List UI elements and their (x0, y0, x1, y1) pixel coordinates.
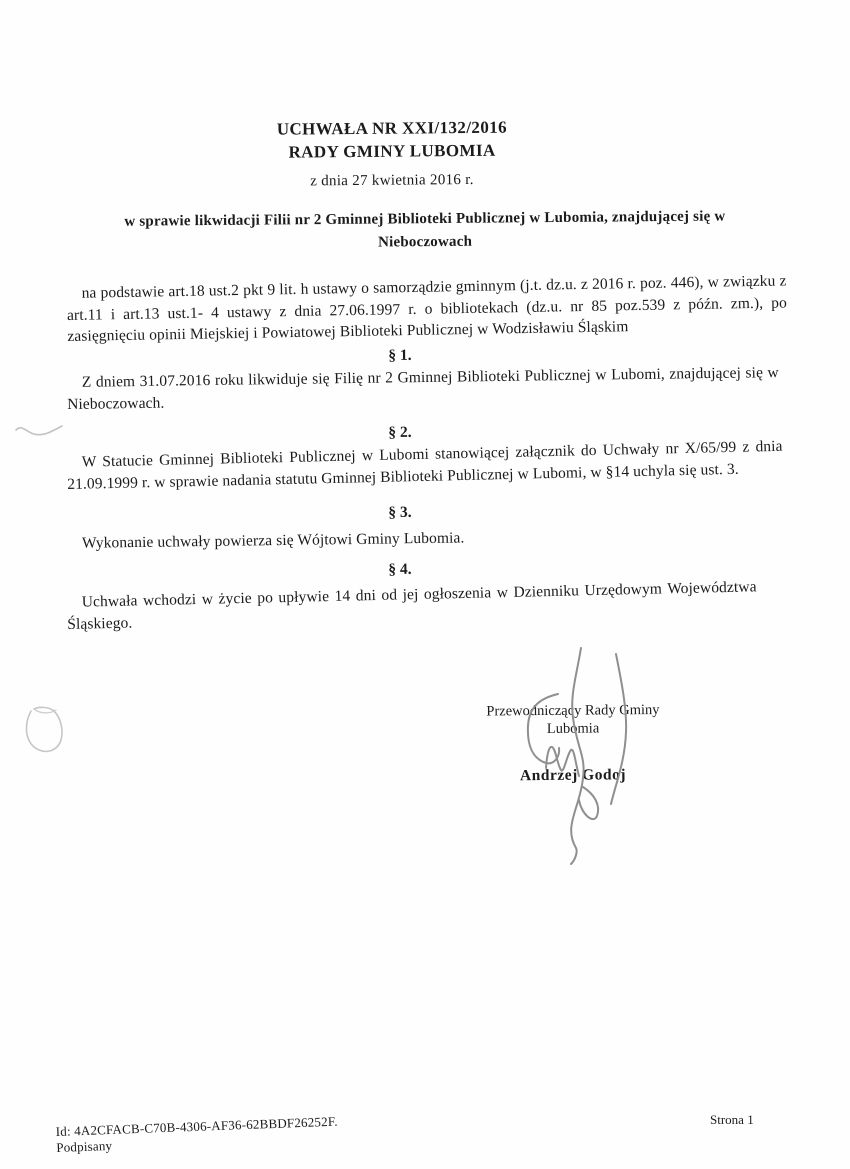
signature-scribble (503, 640, 638, 875)
section-1-paragraph: Z dniem 31.07.2016 roku likwiduje się Filię nr 2 Gminnej Biblioteki Publicznej w Lubomi, znajdującej się w Nieboczowach. (67, 364, 779, 413)
signature-scribble-icon (503, 640, 638, 875)
signature-name: Andrzej Godoj (519, 766, 627, 785)
signature-role-line1: Przewodniczący Rady Gminy (486, 701, 660, 720)
page-number: Strona 1 (710, 1112, 754, 1127)
signature-role-line2: Lubomia (546, 720, 600, 737)
document-date: z dnia 27 kwietnia 2016 r. (310, 171, 474, 190)
scan-mark-squiggle (14, 418, 64, 446)
section-1-header: § 1. (388, 346, 412, 365)
legal-basis-paragraph: na podstawie art.18 ust.2 pkt 9 lit. h ustawy o samorządzie gminnym (j.t. dz.u. z 2016 r. poz. 446), w związku z art.11 i art.13 ust.1- 4 ustawy z dnia 27.06.1997 r. o bibliotekach (dz.u. nr 85 poz.539 z późn. zm.), po zasięgnięciu opinii Miejskiej i Powiatowej Biblioteki Publicznej w Wodzisławiu Śląskim (66, 272, 788, 345)
scan-mark-squiggle-icon (14, 418, 64, 446)
section-4-paragraph: Uchwała wchodzi w życie po upływie 14 dni od jej ogłoszenia w Dzienniku Urzędowym Województwa Śląskiego. (67, 578, 757, 633)
section-2-paragraph: W Statucie Gminnej Biblioteki Publicznej w Lubomi stanowiącej załącznik do Uchwały nr X/65/99 z dnia 21.09.1999 r. w sprawie nadania statutu Gminnej Biblioteki Publicznej w Lubomi, w §14 uchyla się ust. 3. (67, 437, 783, 493)
scan-mark-blob (22, 702, 66, 756)
document-title (10, 113, 774, 166)
footer-document-id: Id: 4A2CFACB-C70B-4306-AF36-62BBDF26252F. Podpisany (55, 1113, 338, 1155)
document-title-line1: UCHWAŁA NR XXI/132/2016 (276, 117, 508, 139)
document-subject: w sprawie likwidacji Filii nr 2 Gminnej Biblioteki Publicznej w Lubomia, znajdującej się w Nieboczowach (124, 208, 726, 251)
document-title-line2: RADY GMINY LUBOMIA (288, 140, 496, 162)
section-2-header: § 2. (388, 423, 412, 442)
section-4-header: § 4. (388, 560, 412, 579)
section-3-header: § 3. (388, 503, 412, 522)
scan-mark-blob-icon (22, 702, 66, 756)
section-3-paragraph: Wykonanie uchwały powierza się Wójtowi Gminy Lubomia. (81, 529, 465, 552)
